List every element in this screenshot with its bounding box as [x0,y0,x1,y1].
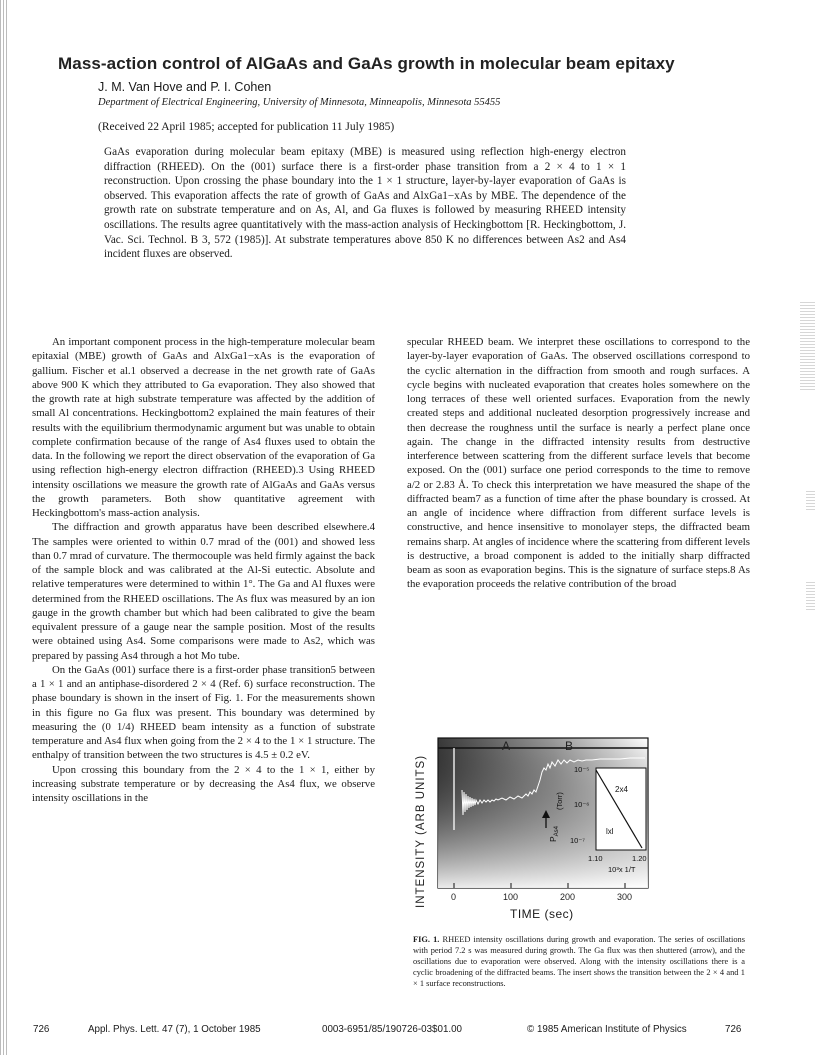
scan-artifact [806,580,815,610]
left-column [32,335,375,805]
footer-journal: Appl. Phys. Lett. 47 (7), 1 October 1985 [88,1024,261,1035]
binding-edge [0,0,8,1055]
x-tick-label: 300 [617,892,633,902]
x-tick-label: 0 [451,892,457,902]
paragraph: An important component process in the high-temperature molecular beam epitaxial (MBE) growth of GaAs and AlxGa1−xAs is the evaporation of gallium. Fischer et al.1 observed a decrease in the net growth rate of GaAs above 900 K which they attributed to Ga evaporation. They also showed that the growth rate at high substrate temperature was affected by the addition of small Al concentrations. Heckingbottom2 explained the main features of their results with the equilibrium thermodynamic argument but was unable to obtain complete confirmation because of the range of As4 fluxes used to obtain the data. In the following we report the direct observation of the evaporation of Ga using reflection high-energy electron diffraction (RHEED).3 Using RHEED intensity oscillations we measure the growth rate of AlGaAs and GaAs versus the growth parameters. Both show quantitative agreement with Heckingbottom's mass-action analysis. [32,336,375,519]
figure-1-plot [410,730,750,915]
x-tick-label: 200 [560,892,576,902]
scan-artifact [806,490,815,510]
paragraph: Upon crossing this boundary from the 2 × 4 to the 1 × 1, either by increasing substrate temperature or by decreasing the As4 flux, we observe intensity oscillations in the [32,763,375,804]
abstract: GaAs evaporation during molecular beam epitaxy (MBE) is measured using reflection high-energy electron diffraction (RHEED). On the (001) surface there is a first-order phase transition from a 2 × 4 to 1 × 1 reconstruction. Upon crossing the phase boundary into the 1 × 1 structure, layer-by-layer evaporation of GaAs is observed. This evaporation affects the rate of growth of GaAs and AlxGa1−xAs by MBE. The dependence of the growth rate on substrate temperature and on As, Al, and Ga fluxes is followed by measuring RHEED intensity oscillations. The results agree quantitatively with the mass-action analysis of Heckingbottom [R. Heckingbottom, J. Vac. Sci. Technol. B 3, 572 (1985)]. At substrate temperatures above 850 K no differences between As2 and As4 incident fluxes are observed. [104,146,626,261]
authors: J. M. Van Hove and P. I. Cohen [98,80,272,94]
inset-2x4-label: 2x4 [615,785,628,794]
scan-artifact [800,300,815,390]
paper-title: Mass-action control of AlGaAs and GaAs growth in molecular beam epitaxy [58,54,675,73]
figure-1 [410,730,750,915]
inset-ylabel: $P_{As4}$ [548,825,560,842]
footer-page-left: 726 [33,1024,50,1035]
paragraph: On the GaAs (001) surface there is a first-order phase transition5 between a 1 × 1 and an antiphase-disordered 2 × 4 (Ref. 6) surface reconstruction. The phase boundary is shown in the insert of Fig. 1. For the measurements shown in this figure no Ga flux was present. This boundary was determined by measuring the (0 1/4) RHEED beam intensity as a function of substrate temperature and As4 flux when going from the 2 × 4 to the 1 × 1 structure. The enthalpy of transition between the two structures is 4.5 ± 0.2 eV. [32,663,375,762]
paragraph: The diffraction and growth apparatus have been described elsewhere.4 The samples were oriented to within 0.7 mrad of the (001) and showed less than 0.7 mrad of curvature. The thermocouple was held firmly against the back of the sample block and was calibrated at the Al-Si eutectic. Absolute and relative temperatures were determined to within 1°. The Ga and Al fluxes were determined from the RHEED oscillations. The As flux was measured by an ion gauge in the growth chamber but which had been calibrated to give the beam equivalent pressure of a gauge near the sample position. Most of the results were obtained using As4. Some comparisons were made to As2, which was prepared by passing As4 through a hot Mo tube. [32,521,375,662]
inset-ylabel-unit: (Torr) [555,792,564,810]
x-tick-label: 100 [503,892,519,902]
footer-page-right: 726 [725,1024,742,1035]
x-axis-label: TIME (sec) [510,907,574,921]
region-b-label: B [565,739,574,753]
right-column [407,335,750,592]
inset-1x1-label: lxl [606,827,614,836]
paragraph: specular RHEED beam. We interpret these oscillations to correspond to the layer-by-layer evaporation of GaAs. The observed oscillations correspond to the cyclic alternation in the diffraction from smooth and rough surfaces. A cycle begins with nucleated evaporation that creates holes somewhere on the long terraces of these well oriented surfaces. Evaporation from the newly created steps and additional nucleated desorption progressively increase and then decrease the roughness until the surface is nearly a perfect plane once again. The change in the diffracted intensity results from destructive interference between scattering from the different surface levels that become exposed. On the (001) surface one period corresponds to the time to remove a/2 or 2.83 Å. To check this interpretation we have measured the shape of the diffracted beam7 as a function of time after the phase boundary is crossed. At an angle of incidence where diffraction from different surface levels is constructive, and hence insensitive to monolayer steps, the diffracted beam remains sharp. At angles of incidence where the scattering from different levels is destructive, a broad component is added to the initially sharp diffracted beam as soon as evaporation begins. This is the signature of surface steps.8 As the evaporation proceeds the relative contribution of the broad [407,336,750,591]
received-date: (Received 22 April 1985; accepted for publication 11 July 1985) [98,121,395,133]
inset-xtick: 1.20 [632,854,647,863]
footer-copyright: © 1985 American Institute of Physics [527,1024,687,1035]
inset-xlabel: 10³x 1/T [608,865,636,874]
caption-label: FIG. 1. [413,935,440,944]
figure-caption [413,934,745,989]
affiliation: Department of Electrical Engineering, University of Minnesota, Minneapolis, Minnesota 55455 [98,97,501,108]
footer-code: 0003-6951/85/190726-03$01.00 [322,1024,463,1035]
y-axis-label: INTENSITY (ARB UNITS) [415,754,427,908]
inset-ytick: 10⁻⁷ [570,836,586,845]
region-a-label: A [502,739,511,753]
inset-ytick: 10⁻⁶ [574,800,590,809]
caption-text: RHEED intensity oscillations during growth and evaporation. The series of oscillations with period 7.2 s was measured during growth. The Ga flux was then shuttered (arrow), and the oscillations due to evaporation were observed. Along with the intensity oscillations there is a cyclic broadening of the diffracted beams. The insert shows the transition between the 2 × 4 and 1 × 1 surface reconstructions. [413,935,745,988]
inset-ytick: 10⁻⁵ [574,765,590,774]
inset-xtick: 1.10 [588,854,603,863]
